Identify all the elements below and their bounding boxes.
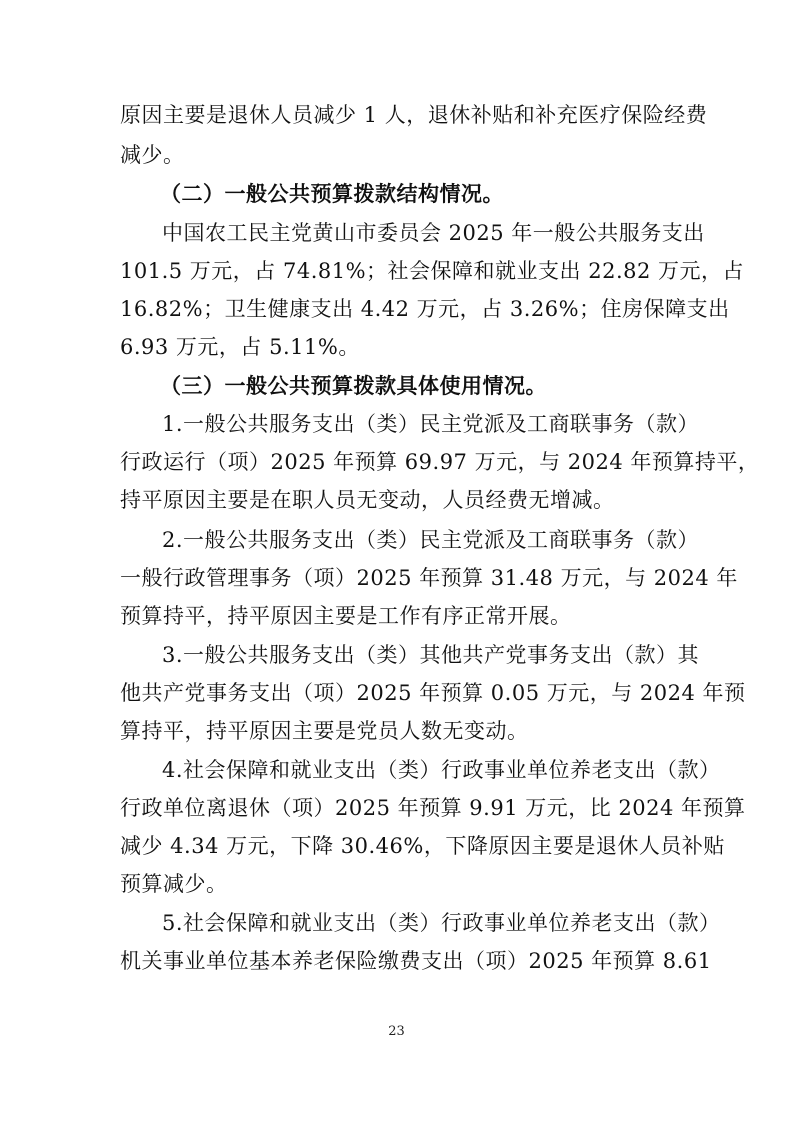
section-heading-3: （三）一般公共预算拨款具体使用情况。 <box>160 373 547 398</box>
paragraph-line: 原因主要是退休人员减少 1 人，退休补贴和补充医疗保险经费 <box>120 103 708 127</box>
paragraph-line: 5.社会保障和就业支出（类）行政事业单位养老支出（款） <box>162 911 721 935</box>
paragraph-line: 他共产党事务支出（项）2025 年预算 0.05 万元，与 2024 年预 <box>120 681 746 705</box>
paragraph-line: 减少 4.34 万元，下降 30.46%，下降原因主要是退休人员补贴 <box>120 834 725 858</box>
paragraph-line: 中国农工民主党黄山市委员会 2025 年一般公共服务支出 <box>162 221 705 245</box>
paragraph-line: 减少。 <box>120 143 185 167</box>
paragraph-line: 预算持平，持平原因主要是工作有序正常开展。 <box>120 604 572 628</box>
paragraph-line: 行政运行（项）2025 年预算 69.97 万元，与 2024 年预算持平， <box>120 450 760 474</box>
paragraph-line: 3.一般公共服务支出（类）其他共产党事务支出（款）其 <box>162 643 700 667</box>
paragraph-line: 6.93 万元，占 5.11%。 <box>120 335 360 359</box>
section-heading-2: （二）一般公共预算拨款结构情况。 <box>160 181 504 206</box>
paragraph-line: 持平原因主要是在职人员无变动，人员经费无增减。 <box>120 488 615 512</box>
paragraph-line: 机关事业单位基本养老保险缴费支出（项）2025 年预算 8.61 <box>120 949 712 973</box>
paragraph-line: 4.社会保障和就业支出（类）行政事业单位养老支出（款） <box>162 758 721 782</box>
paragraph-line: 算持平，持平原因主要是党员人数无变动。 <box>120 719 529 743</box>
paragraph-line: 一般行政管理事务（项）2025 年预算 31.48 万元，与 2024 年 <box>120 566 738 590</box>
paragraph-line: 16.82%；卫生健康支出 4.42 万元，占 3.26%；住房保障支出 <box>120 297 730 321</box>
paragraph-line: 1.一般公共服务支出（类）民主党派及工商联事务（款） <box>162 412 700 436</box>
page-number: 23 <box>388 1024 405 1039</box>
paragraph-line: 行政单位离退休（项）2025 年预算 9.91 万元，比 2024 年预算 <box>120 796 746 820</box>
paragraph-line: 2.一般公共服务支出（类）民主党派及工商联事务（款） <box>162 528 700 552</box>
paragraph-line: 101.5 万元，占 74.81%；社会保障和就业支出 22.82 万元，占 <box>120 259 745 283</box>
paragraph-line: 预算减少。 <box>120 872 228 896</box>
